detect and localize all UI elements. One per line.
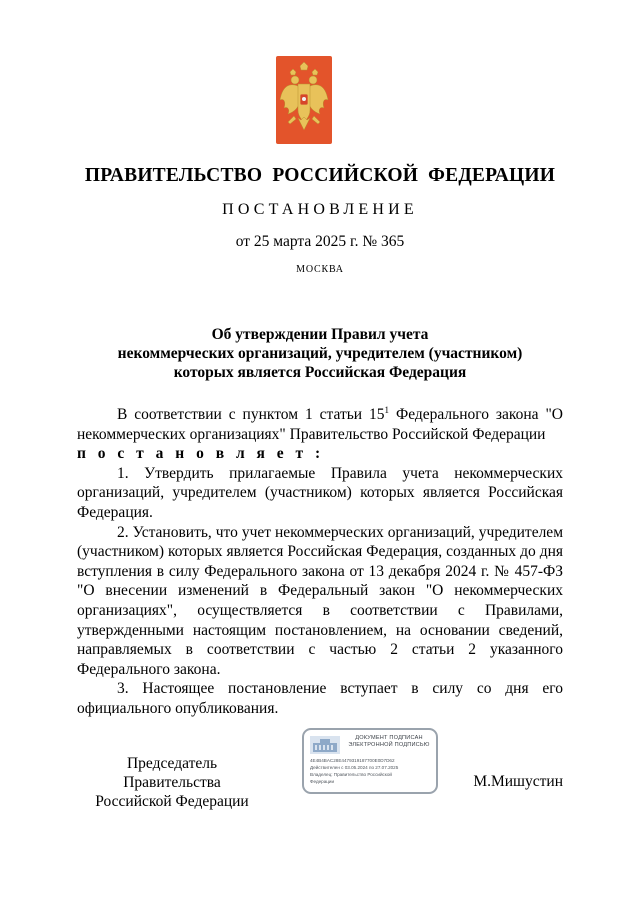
signatory-position-line: Председатель Правительства <box>123 755 221 791</box>
resolves-line <box>77 444 563 464</box>
certificate-validity: Действителен с 03.05.2024 по 27.07.2025 <box>310 765 399 770</box>
certificate-serial: 4E4B4BAC28E4479319187700E0D7D62 <box>310 758 395 763</box>
government-title: ПРАВИТЕЛЬСТВО РОССИЙСКОЙ ФЕДЕРАЦИИ <box>84 165 556 186</box>
document-title-line: которых является Российская Федерация <box>173 364 467 381</box>
item-3-paragraph: 3. Настоящее постановление вступает в силу со дня его официального опубликования. <box>77 680 563 717</box>
signatory-name: М.Мишустин <box>473 773 563 790</box>
document-title-line: некоммерческих организаций, учредителем (участником) <box>117 345 523 362</box>
certificate-owner: Владелец: Правительство Российской <box>310 772 392 777</box>
signatory-position-line: Российской Федерации <box>95 793 249 810</box>
intro-text-b: Федерального закона "О некоммерческих организациях" Правительство Российской Федерации <box>77 406 564 443</box>
coat-of-arms-emblem <box>276 56 332 144</box>
signatory-position <box>77 754 267 811</box>
double-headed-eagle-icon <box>276 56 332 144</box>
item-2-paragraph: 2. Установить, что учет некоммерческих организаций, учредителем (участником) которых является Российская Федерация, созданных до дня вступления в силу Федерального закона от 13 декабря 2024 г. № 457-ФЗ "О внесении изменений в Федеральный закон "О некоммерческих организациях", осуществляется в соответствии с Правилами, утвержденными настоящим постановлением, на основании сведений, направляемых в соответствии с частью 2 статьи 2 указанного Федерального закона. <box>77 523 563 678</box>
stamp-title <box>342 735 436 749</box>
intro-text-a: В соответствии с пунктом 1 статьи 15 <box>117 406 385 423</box>
decree-date: от 25 марта 2025 г. № 365 <box>235 233 405 250</box>
item-1-paragraph: 1. Утвердить прилагаемые Правила учета некоммерческих организаций, учредителем (участником) которых является Российская Федерация. <box>77 464 563 521</box>
stamp-title-line: ЭЛЕКТРОННОЙ ПОДПИСЬЮ <box>348 742 430 748</box>
stamp-title-line: ДОКУМЕНТ ПОДПИСАН <box>355 735 423 741</box>
article-superscript: 1 <box>384 405 390 415</box>
electronic-signature-stamp <box>302 728 438 794</box>
document-body <box>77 405 563 719</box>
decree-type: ПОСТАНОВЛЕНИЕ <box>222 201 418 218</box>
document-title <box>0 325 640 382</box>
resolves-word: п о с т а н о в л я е т : <box>77 445 325 463</box>
government-building-icon <box>310 736 340 754</box>
document-title-line: Об утверждении Правил учета <box>211 326 429 343</box>
decree-city: МОСКВА <box>296 264 344 275</box>
intro-paragraph <box>77 405 563 444</box>
certificate-owner-cont: Федерации <box>310 779 335 784</box>
